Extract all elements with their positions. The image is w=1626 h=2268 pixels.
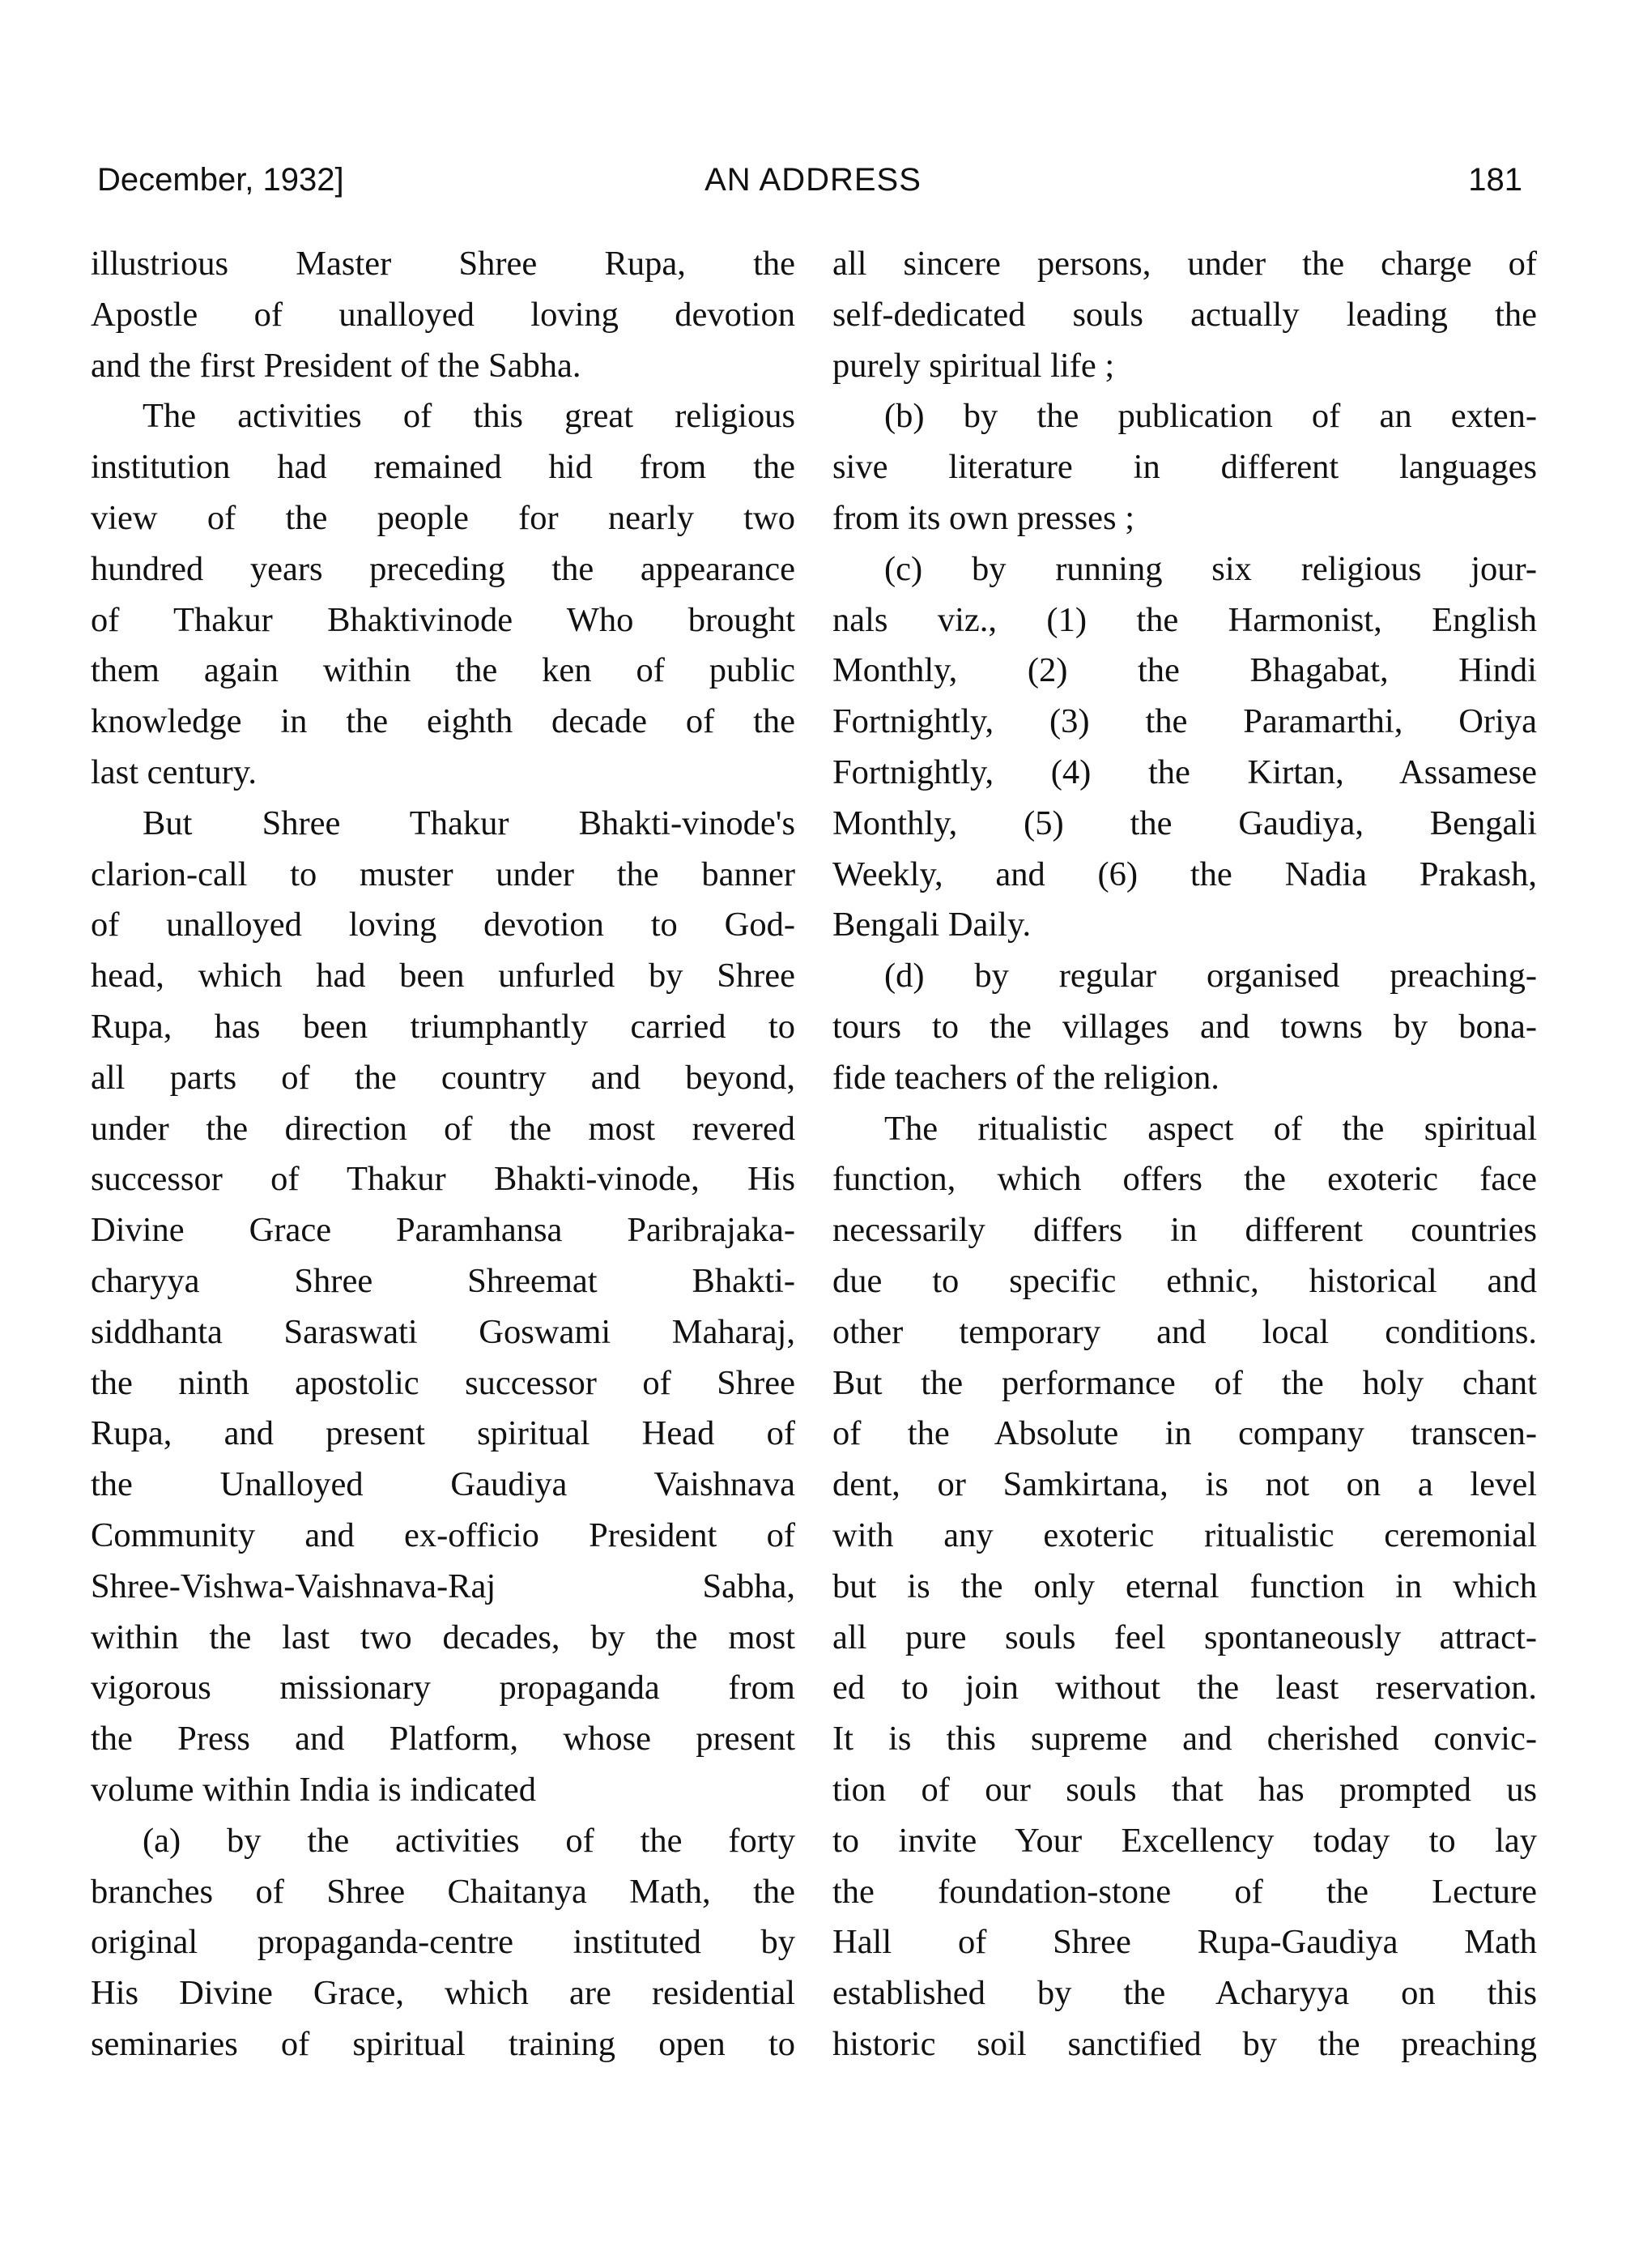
text-line: His Divine Grace, which are residential (91, 1974, 795, 2013)
text-line: Rupa, and present spiritual Head of (91, 1414, 795, 1453)
text-line: seminaries of spiritual training open to (91, 2024, 795, 2063)
paragraph (91, 239, 795, 391)
text-line: institution had remained hid from the (91, 448, 795, 487)
paragraph (832, 1104, 1537, 2070)
header-title: AN ADDRESS (704, 162, 922, 198)
text-line: them again within the ken of public (91, 651, 795, 690)
text-line: (d) by regular organised preaching- (884, 957, 1537, 995)
text-line: to invite Your Excellency today to lay (832, 1821, 1537, 1860)
text-line: all parts of the country and beyond, (91, 1058, 795, 1097)
text-line: all pure souls feel spontaneously attract- (832, 1618, 1537, 1656)
text-line: within the last two decades, by the most (91, 1618, 795, 1656)
text-line: sive literature in different languages (832, 448, 1537, 487)
text-line: nals viz., (1) the Harmonist, English (832, 600, 1537, 639)
text-line: self-dedicated souls actually leading the (832, 295, 1537, 334)
text-line: of Thakur Bhaktivinode Who brought (91, 600, 795, 639)
paragraph (91, 799, 795, 1816)
paragraph (832, 391, 1537, 544)
text-line: fide teachers of the religion. (832, 1058, 1220, 1097)
text-line: established by the Acharyya on this (832, 1974, 1537, 2013)
text-line: knowledge in the eighth decade of the (91, 702, 795, 741)
text-line: Community and ex-officio President of (91, 1516, 795, 1554)
text-line: But Shree Thakur Bhakti-vinode's (143, 804, 795, 842)
text-line: of the Absolute in company transcen- (832, 1414, 1537, 1453)
text-line: vigorous missionary propaganda from (91, 1669, 795, 1707)
text-line: from its own presses ; (832, 498, 1135, 537)
text-line: necessarily differs in different countries (832, 1211, 1537, 1250)
text-line: Fortnightly, (3) the Paramarthi, Oriya (832, 702, 1537, 741)
text-line: but is the only eternal function in which (832, 1567, 1537, 1605)
text-line: Monthly, (2) the Bhagabat, Hindi (832, 651, 1537, 690)
text-line: the Press and Platform, whose present (91, 1720, 795, 1759)
text-line: last century. (91, 752, 257, 791)
right-column (832, 239, 1537, 2070)
page-number: 181 (1468, 162, 1522, 198)
text-line: historic soil sanctified by the preaching (832, 2024, 1537, 2063)
text-line: (b) by the publication of an exten- (884, 397, 1537, 436)
text-line: successor of Thakur Bhakti-vinode, His (91, 1160, 795, 1199)
text-line: and the first President of the Sabha. (91, 346, 581, 385)
text-line: It is this supreme and cherished convic- (832, 1720, 1537, 1759)
text-line: of unalloyed loving devotion to God- (91, 906, 795, 944)
text-line: ed to join without the least reservation. (832, 1669, 1537, 1707)
text-line: the Unalloyed Gaudiya Vaishnava (91, 1465, 795, 1504)
text-line: charyya Shree Shreemat Bhakti- (91, 1261, 795, 1300)
text-line: The ritualistic aspect of the spiritual (884, 1109, 1537, 1148)
text-line: under the direction of the most revered (91, 1109, 795, 1148)
paragraph (91, 1816, 795, 2070)
text-line: tion of our souls that has prompted us (832, 1770, 1537, 1809)
paragraph (832, 544, 1537, 951)
text-line: volume within India is indicated (91, 1770, 537, 1809)
text-line: branches of Shree Chaitanya Math, the (91, 1872, 795, 1911)
text-line: Fortnightly, (4) the Kirtan, Assamese (832, 752, 1537, 791)
text-line: purely spiritual life ; (832, 346, 1115, 385)
text-line: Shree-Vishwa-Vaishnava-Raj Sabha, (91, 1567, 795, 1605)
text-line: Divine Grace Paramhansa Paribrajaka- (91, 1211, 795, 1250)
text-line: the ninth apostolic successor of Shree (91, 1363, 795, 1402)
text-line: all sincere persons, under the charge of (832, 245, 1537, 283)
text-line: Apostle of unalloyed loving devotion (91, 295, 795, 334)
text-line: Hall of Shree Rupa-Gaudiya Math (832, 1923, 1537, 1962)
text-line: Bengali Daily. (832, 906, 1032, 944)
text-line: original propaganda-centre instituted by (91, 1923, 795, 1962)
paragraph (832, 239, 1537, 391)
text-line: clarion-call to muster under the banner (91, 855, 795, 893)
text-line: tours to the villages and towns by bona- (832, 1007, 1537, 1046)
text-line: with any exoteric ritualistic ceremonial (832, 1516, 1537, 1554)
text-line: (a) by the activities of the forty (143, 1821, 795, 1860)
paragraph (832, 951, 1537, 1103)
left-column (91, 239, 795, 2070)
text-line: hundred years preceding the appearance (91, 549, 795, 588)
text-line: due to specific ethnic, historical and (832, 1261, 1537, 1300)
text-line: (c) by running six religious jour- (884, 549, 1537, 588)
text-line: other temporary and local conditions. (832, 1312, 1537, 1351)
text-line: dent, or Samkirtana, is not on a level (832, 1465, 1537, 1504)
text-line: head, which had been unfurled by Shree (91, 957, 795, 995)
paragraph (91, 391, 795, 798)
text-line: Rupa, has been triumphantly carried to (91, 1007, 795, 1046)
text-line: The activities of this great religious (143, 397, 795, 436)
text-line: Weekly, and (6) the Nadia Prakash, (832, 855, 1537, 893)
header-date: December, 1932] (97, 162, 344, 198)
text-line: Monthly, (5) the Gaudiya, Bengali (832, 804, 1537, 842)
running-header (0, 162, 1626, 219)
text-line: But the performance of the holy chant (832, 1363, 1537, 1402)
text-line: the foundation-stone of the Lecture (832, 1872, 1537, 1911)
text-line: view of the people for nearly two (91, 498, 795, 537)
text-line: function, which offers the exoteric face (832, 1160, 1537, 1199)
text-line: illustrious Master Shree Rupa, the (91, 245, 795, 283)
text-line: siddhanta Saraswati Goswami Maharaj, (91, 1312, 795, 1351)
